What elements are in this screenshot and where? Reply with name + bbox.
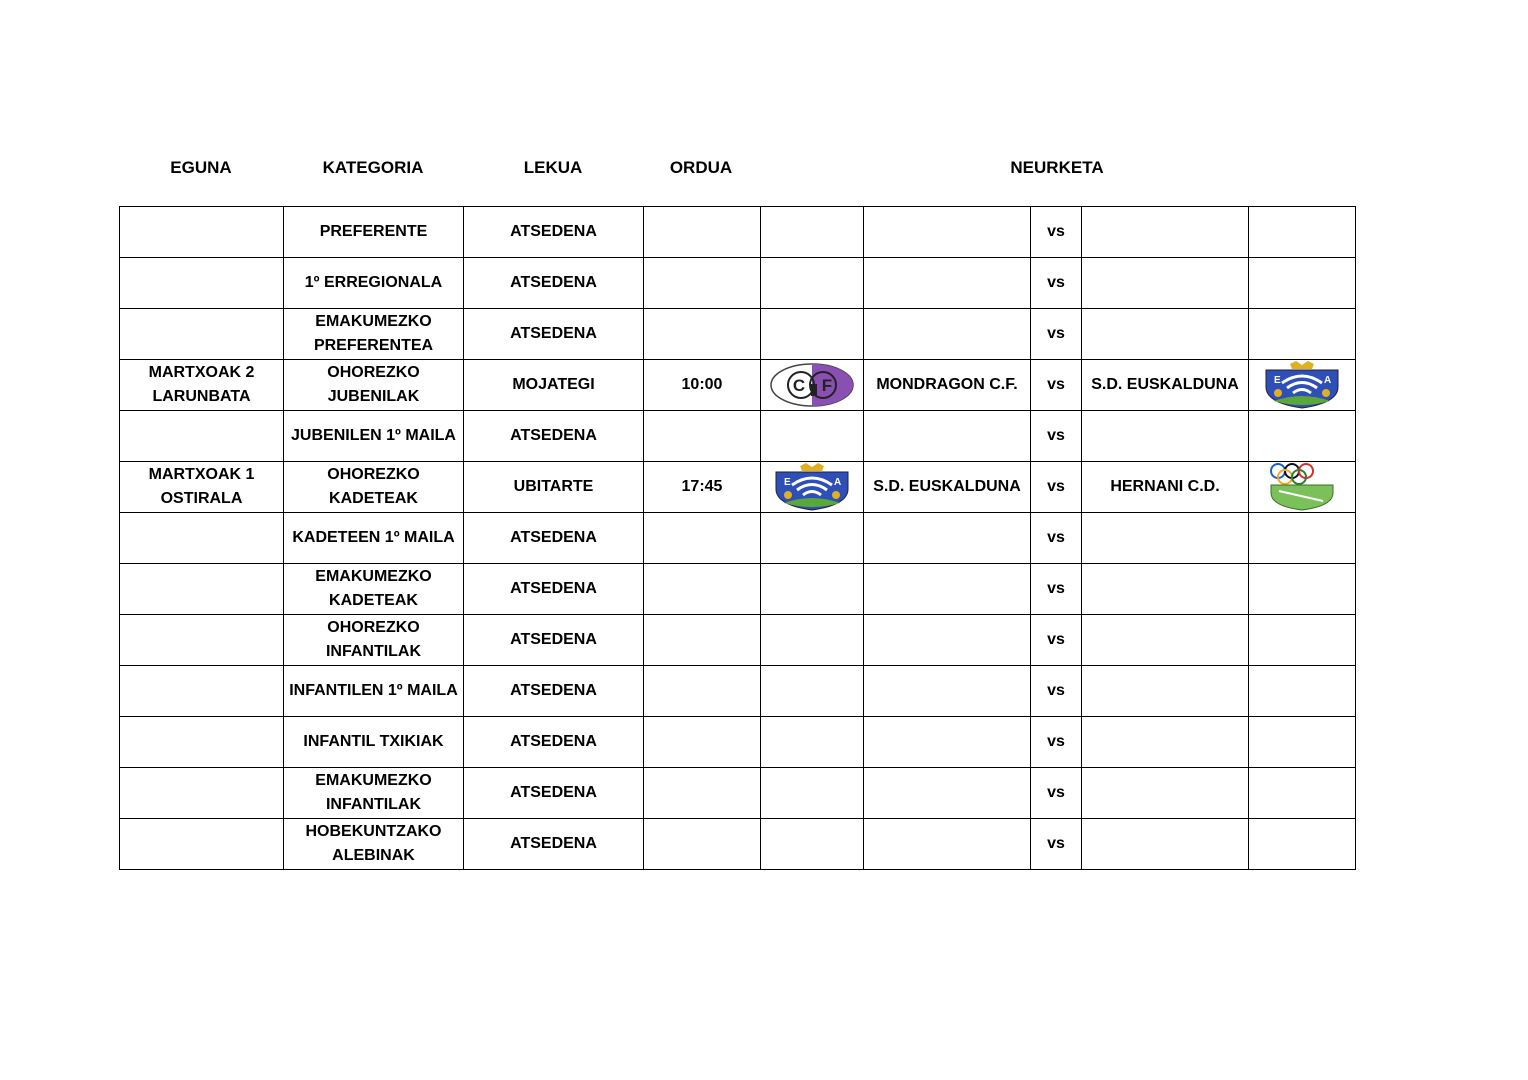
vs-cell: vs: [1031, 615, 1082, 666]
day-cell: [120, 309, 284, 360]
venue-cell: ATSEDENA: [464, 615, 644, 666]
time-cell: [644, 258, 761, 309]
time-cell: [644, 309, 761, 360]
table-row: [120, 513, 1356, 564]
day-cell: [120, 207, 284, 258]
away-team-cell: HERNANI C.D.: [1082, 462, 1249, 513]
home-logo-cell: [761, 360, 864, 411]
vs-cell: vs: [1031, 360, 1082, 411]
away-team-cell: [1082, 207, 1249, 258]
svg-text:A: A: [834, 477, 842, 488]
home-team-cell: [864, 615, 1031, 666]
vs-cell: vs: [1031, 564, 1082, 615]
time-cell: [644, 717, 761, 768]
home-team-cell: [864, 717, 1031, 768]
time-cell: [644, 666, 761, 717]
home-team-cell: [864, 513, 1031, 564]
vs-cell: vs: [1031, 666, 1082, 717]
day-cell: [120, 258, 284, 309]
away-logo-cell: [1249, 666, 1356, 717]
home-team-cell: [864, 819, 1031, 870]
category-cell: OHOREZKO JUBENILAK: [284, 360, 464, 411]
table-row: [120, 360, 1356, 411]
table-row: [120, 258, 1356, 309]
vs-cell: vs: [1031, 207, 1082, 258]
category-cell: JUBENILEN 1º MAILA: [284, 411, 464, 462]
away-logo-cell: [1249, 768, 1356, 819]
day-cell: [120, 666, 284, 717]
euskalduna-crest-icon: [772, 463, 852, 511]
venue-cell: ATSEDENA: [464, 819, 644, 870]
category-cell: OHOREZKO INFANTILAK: [284, 615, 464, 666]
venue-cell: ATSEDENA: [464, 666, 644, 717]
day-cell: [120, 717, 284, 768]
vs-cell: vs: [1031, 309, 1082, 360]
time-cell: [644, 207, 761, 258]
venue-cell: ATSEDENA: [464, 564, 644, 615]
category-cell: PREFERENTE: [284, 207, 464, 258]
away-logo-cell: [1249, 258, 1356, 309]
svg-text:E: E: [784, 477, 791, 488]
header-kategoria: KATEGORIA: [322, 158, 424, 177]
day-cell: MARTXOAK 1 OSTIRALA: [120, 462, 284, 513]
home-team-cell: [864, 666, 1031, 717]
away-logo-cell: [1249, 615, 1356, 666]
time-cell: [644, 615, 761, 666]
svg-text:C: C: [792, 376, 806, 395]
table-row: [120, 768, 1356, 819]
home-logo-cell: [761, 819, 864, 870]
away-logo-cell: [1249, 309, 1356, 360]
home-team-cell: [864, 258, 1031, 309]
svg-text:F: F: [821, 376, 833, 395]
category-cell: OHOREZKO KADETEAK: [284, 462, 464, 513]
venue-cell: ATSEDENA: [464, 309, 644, 360]
away-team-cell: [1082, 717, 1249, 768]
table-row: [120, 666, 1356, 717]
category-cell: 1º ERREGIONALA: [284, 258, 464, 309]
table-row: [120, 309, 1356, 360]
home-team-cell: [864, 309, 1031, 360]
table-row: [120, 411, 1356, 462]
away-logo-cell: [1249, 207, 1356, 258]
home-logo-cell: [761, 666, 864, 717]
category-cell: INFANTIL TXIKIAK: [284, 717, 464, 768]
header-neurketa: NEURKETA: [1010, 158, 1104, 177]
time-cell: [644, 768, 761, 819]
vs-cell: vs: [1031, 513, 1082, 564]
table-row: [120, 564, 1356, 615]
away-team-cell: [1082, 411, 1249, 462]
home-logo-cell: [761, 207, 864, 258]
away-team-cell: [1082, 258, 1249, 309]
away-team-cell: [1082, 615, 1249, 666]
away-team-cell: [1082, 819, 1249, 870]
table-row: [120, 462, 1356, 513]
table-row: [120, 207, 1356, 258]
time-cell: [644, 564, 761, 615]
home-logo-cell: [761, 411, 864, 462]
day-cell: [120, 564, 284, 615]
home-team-cell: S.D. EUSKALDUNA: [864, 462, 1031, 513]
table-row: [120, 717, 1356, 768]
venue-cell: ATSEDENA: [464, 717, 644, 768]
away-team-cell: [1082, 309, 1249, 360]
home-logo-cell: [761, 309, 864, 360]
away-team-cell: [1082, 564, 1249, 615]
day-cell: [120, 768, 284, 819]
away-team-cell: [1082, 666, 1249, 717]
time-cell: 10:00: [644, 360, 761, 411]
home-logo-cell: [761, 615, 864, 666]
venue-cell: ATSEDENA: [464, 411, 644, 462]
mondragon-crest-icon: [769, 362, 855, 408]
home-logo-cell: [761, 258, 864, 309]
away-team-cell: [1082, 513, 1249, 564]
vs-cell: vs: [1031, 768, 1082, 819]
hernani-crest-icon: [1265, 463, 1339, 511]
away-logo-cell: [1249, 717, 1356, 768]
away-team-cell: [1082, 768, 1249, 819]
away-logo-cell: [1249, 513, 1356, 564]
home-logo-cell: [761, 462, 864, 513]
vs-cell: vs: [1031, 819, 1082, 870]
time-cell: [644, 819, 761, 870]
away-team-cell: S.D. EUSKALDUNA: [1082, 360, 1249, 411]
home-logo-cell: [761, 564, 864, 615]
day-cell: [120, 411, 284, 462]
away-logo-cell: [1249, 411, 1356, 462]
category-cell: EMAKUMEZKO KADETEAK: [284, 564, 464, 615]
day-cell: [120, 615, 284, 666]
away-logo-cell: [1249, 462, 1356, 513]
home-logo-cell: [761, 717, 864, 768]
venue-cell: ATSEDENA: [464, 513, 644, 564]
day-cell: [120, 513, 284, 564]
header-eguna: EGUNA: [170, 158, 232, 177]
away-logo-cell: [1249, 564, 1356, 615]
vs-cell: vs: [1031, 411, 1082, 462]
match-schedule-table: [119, 206, 1356, 870]
vs-cell: vs: [1031, 717, 1082, 768]
svg-text:A: A: [1324, 375, 1332, 386]
day-cell: MARTXOAK 2 LARUNBATA: [120, 360, 284, 411]
category-cell: INFANTILEN 1º MAILA: [284, 666, 464, 717]
category-cell: EMAKUMEZKO INFANTILAK: [284, 768, 464, 819]
category-cell: KADETEEN 1º MAILA: [284, 513, 464, 564]
day-cell: [120, 819, 284, 870]
away-logo-cell: [1249, 819, 1356, 870]
time-cell: [644, 513, 761, 564]
away-logo-cell: [1249, 360, 1356, 411]
category-cell: EMAKUMEZKO PREFERENTEA: [284, 309, 464, 360]
home-team-cell: [864, 564, 1031, 615]
home-logo-cell: [761, 768, 864, 819]
home-team-cell: MONDRAGON C.F.: [864, 360, 1031, 411]
vs-cell: vs: [1031, 462, 1082, 513]
home-team-cell: [864, 207, 1031, 258]
home-logo-cell: [761, 513, 864, 564]
venue-cell: ATSEDENA: [464, 207, 644, 258]
home-team-cell: [864, 768, 1031, 819]
venue-cell: ATSEDENA: [464, 258, 644, 309]
time-cell: [644, 411, 761, 462]
venue-cell: MOJATEGI: [464, 360, 644, 411]
table-row: [120, 819, 1356, 870]
header-lekua: LEKUA: [523, 158, 583, 177]
venue-cell: UBITARTE: [464, 462, 644, 513]
table-row: [120, 615, 1356, 666]
vs-cell: vs: [1031, 258, 1082, 309]
home-team-cell: [864, 411, 1031, 462]
svg-text:E: E: [1274, 375, 1281, 386]
time-cell: 17:45: [644, 462, 761, 513]
header-ordua: ORDUA: [669, 158, 733, 177]
euskalduna-crest-icon: [1262, 361, 1342, 409]
category-cell: HOBEKUNTZAKO ALEBINAK: [284, 819, 464, 870]
venue-cell: ATSEDENA: [464, 768, 644, 819]
